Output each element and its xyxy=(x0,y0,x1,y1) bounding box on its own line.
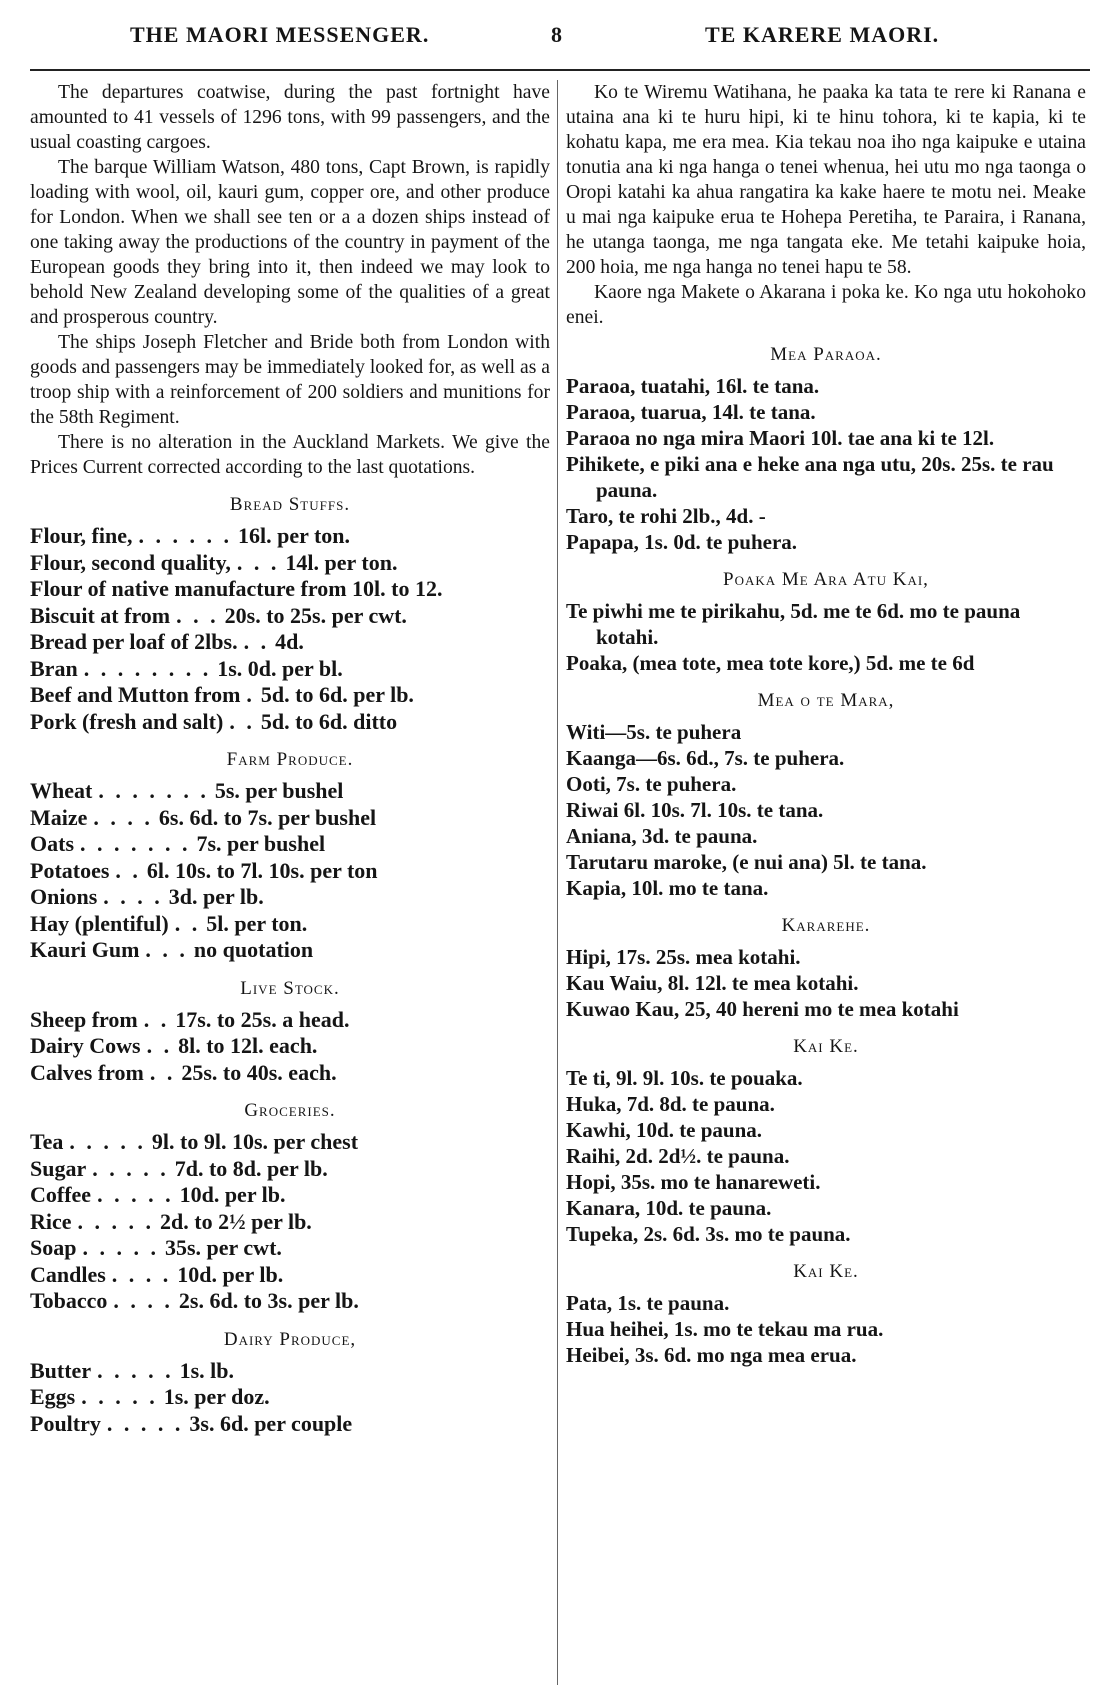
leader-dots: . . . . xyxy=(111,1261,172,1287)
maori-price-row: Hopi, 35s. mo te hanareweti. xyxy=(566,1170,821,1194)
price-item: Potatoes xyxy=(30,857,110,883)
price-item: Eggs xyxy=(30,1384,76,1409)
price-item: Poultry xyxy=(30,1410,101,1436)
price-item: Wheat xyxy=(30,778,93,803)
maori-price-row: Pata, 1s. te pauna. xyxy=(566,1291,730,1315)
maori-price-row: Ooti, 7s. te puhera. xyxy=(566,772,737,796)
maori-price-row: Aniana, 3d. te pauna. xyxy=(566,824,758,848)
section-title-groceries: Groceries. xyxy=(244,1100,336,1121)
price-row xyxy=(30,1060,550,1087)
maori-price-row: Heibei, 3s. 6d. mo nga mea erua. xyxy=(566,1343,857,1367)
column-divider xyxy=(557,80,558,1685)
leader-dots: . . . . . xyxy=(97,1182,174,1207)
leader-dots: . . xyxy=(146,1033,173,1058)
price-value: 5l. per ton. xyxy=(206,910,308,936)
price-item: Flour of native manufacture from 10l. to 12. xyxy=(30,576,443,601)
price-row xyxy=(30,1182,550,1209)
price-row xyxy=(30,603,550,630)
header-rule xyxy=(30,69,1090,71)
shipping-paragraph-3: The ships Joseph Fletcher and Bride both from London with goods and passengers may be immediately looked for, as well as a troop ship with a reinforcement of 200 soldiers and munitions for the 58th Regiment. xyxy=(30,332,550,428)
maori-price-row: Kawhi, 10d. te pauna. xyxy=(566,1118,763,1142)
price-value: 16l. per ton. xyxy=(237,523,351,548)
maori-price-row: Taro, te rohi 2lb., 4d. - xyxy=(566,504,766,528)
price-item: Soap xyxy=(30,1235,77,1260)
maori-price-row: Huka, 7d. 8d. te pauna. xyxy=(566,1092,775,1116)
maori-price-row: Tarutaru maroke, (e nui ana) 5l. te tana. xyxy=(566,850,927,874)
maori-price-row: Raihi, 2d. 2d½. te pauna. xyxy=(566,1144,790,1168)
section-title-bread-stuffs: Bread Stuffs. xyxy=(229,494,351,515)
price-table-farm-produce xyxy=(30,778,550,964)
price-item: Tobacco xyxy=(30,1288,108,1313)
maori-price-row: Riwai 6l. 10s. 7l. 10s. te tana. xyxy=(566,798,824,822)
leader-dots: . . . . . xyxy=(82,1235,159,1260)
price-row xyxy=(30,884,550,911)
price-value: 1s. 0d. per bl. xyxy=(217,655,343,681)
price-item: Bread per loaf of 2lbs. xyxy=(30,629,238,654)
price-item: Butter xyxy=(30,1357,92,1383)
price-value: 8l. to 12l. each. xyxy=(178,1033,318,1058)
leader-dots: . . . . . . . xyxy=(98,778,209,803)
price-row xyxy=(30,1209,550,1236)
price-item: Candles xyxy=(30,1261,106,1287)
leader-dots: . . xyxy=(115,857,141,883)
maori-price-row: Papapa, 1s. 0d. te puhera. xyxy=(566,530,798,554)
price-value: 6l. 10s. to 7l. 10s. per ton xyxy=(146,857,378,883)
leader-dots xyxy=(442,576,454,603)
price-row xyxy=(30,1411,550,1438)
price-item: Dairy Cows xyxy=(30,1033,141,1058)
price-row xyxy=(30,1235,550,1262)
price-row xyxy=(30,523,550,550)
leader-dots: . . xyxy=(149,1059,176,1085)
maori-markets-paragraph: Kaore nga Makete o Akarana i poka ke. Ko nga utu hokohoko enei. xyxy=(566,282,1086,328)
maori-price-row: Kuwao Kau, 25, 40 hereni mo te mea kotahi xyxy=(566,997,959,1021)
price-value: 3d. per lb. xyxy=(168,884,264,909)
leader-dots: . . . . xyxy=(103,884,163,909)
leader-dots: . . . . . xyxy=(69,1129,146,1154)
price-value: 10d. per lb. xyxy=(177,1261,284,1287)
price-value: 7d. to 8d. per lb. xyxy=(174,1155,328,1181)
price-item: Biscuit at from xyxy=(30,602,171,628)
price-row xyxy=(30,1262,550,1289)
section-title-kai-ke: Kai Ke. xyxy=(793,1036,859,1057)
leader-dots: . . xyxy=(143,1006,170,1032)
price-item: Beef and Mutton from xyxy=(30,682,241,707)
shipping-paragraph-2: The barque William Watson, 480 tons, Capt Brown, is rapidly loading with wool, oil, kauri gum, copper ore, and other produce for London. When we shall see ten or a a dozen ships instead of one taking away the productions of the country in payment of the European goods they bring into it, then indeed we may look to behold New Zealand developing some of the qualities of a great and prosperous country. xyxy=(30,157,550,328)
price-table-bread-stuffs xyxy=(30,523,550,735)
price-row xyxy=(30,656,550,683)
page-number: 8 xyxy=(551,22,562,47)
maori-price-row: Kaanga—6s. 6d., 7s. te puhera. xyxy=(566,746,845,770)
maori-price-row: Te ti, 9l. 9l. 10s. te pouaka. xyxy=(566,1066,803,1090)
left-column xyxy=(30,80,550,1437)
header-left-title: THE MAORI MESSENGER. xyxy=(130,22,430,47)
price-value: 9l. to 9l. 10s. per chest xyxy=(151,1129,359,1154)
section-title-dairy-produce: Dairy Produce, xyxy=(223,1328,357,1350)
price-row xyxy=(30,778,550,805)
price-item: Flour, second quality, xyxy=(30,549,231,575)
price-item: Sheep from xyxy=(30,1006,138,1032)
price-value: 17s. to 25s. a head. xyxy=(175,1006,350,1032)
price-row xyxy=(30,629,550,656)
price-item: Pork (fresh and salt) xyxy=(30,708,224,734)
header-right-title: TE KARERE MAORI. xyxy=(705,22,940,47)
price-row xyxy=(30,911,550,938)
price-row xyxy=(30,1288,550,1315)
price-table-live-stock xyxy=(30,1007,550,1087)
section-title-kararehe: Kararehe. xyxy=(781,915,871,936)
price-table-groceries xyxy=(30,1129,550,1315)
price-row xyxy=(30,1033,550,1060)
price-row xyxy=(30,1156,550,1183)
price-item: Flour, fine, xyxy=(30,523,133,548)
leader-dots: . . . . . xyxy=(77,1208,155,1234)
leader-dots: . . . . xyxy=(93,804,153,830)
price-item: Oats xyxy=(30,831,74,856)
maori-price-row: Poaka, (mea tote, mea tote kore,) 5d. me te 6d xyxy=(566,651,975,675)
price-row xyxy=(30,858,550,885)
price-value: no quotation xyxy=(193,937,314,962)
leader-dots: . . . . xyxy=(113,1288,173,1313)
price-item: Sugar xyxy=(30,1155,87,1181)
price-row xyxy=(30,831,550,858)
leader-dots: . . . . . xyxy=(97,1357,174,1383)
price-value: 2d. to 2½ per lb. xyxy=(160,1208,312,1234)
maori-price-row: Te piwhi me te pirikahu, 5d. me te 6d. mo te pauna kotahi. xyxy=(566,599,1021,649)
price-item: Hay (plentiful) xyxy=(30,910,169,936)
maori-price-row: Paraoa, tuarua, 14l. te tana. xyxy=(566,400,816,424)
leader-dots: . . . . . xyxy=(106,1410,184,1436)
shipping-paragraph-1: The departures coatwise, during the past fortnight have amounted to 41 vessels of 1296 tons, with 99 passengers, and the usual coasting cargoes. xyxy=(30,82,550,153)
leader-dots: . . xyxy=(229,708,255,734)
price-row xyxy=(30,1384,550,1411)
section-title-live-stock: Live Stock. xyxy=(240,977,340,999)
maori-price-row: Hipi, 17s. 25s. mea kotahi. xyxy=(566,945,801,969)
maori-price-row: Pihikete, e piki ana e heke ana nga utu, 20s. 25s. te rau pauna. xyxy=(566,452,1054,502)
page-header xyxy=(0,22,1114,62)
maori-price-row: Tupeka, 2s. 6d. 3s. mo te pauna. xyxy=(566,1222,851,1246)
price-value: 6s. 6d. to 7s. per bushel xyxy=(158,804,377,830)
leader-dots: . . . . . . . xyxy=(80,831,191,856)
price-item: Kauri Gum xyxy=(30,937,140,962)
price-value xyxy=(454,576,550,603)
maori-price-row: Kapia, 10l. mo te tana. xyxy=(566,876,769,900)
price-value: 25s. to 40s. each. xyxy=(181,1059,337,1085)
price-row xyxy=(30,1007,550,1034)
price-row xyxy=(30,805,550,832)
price-row xyxy=(30,709,550,736)
leader-dots: . . . . . xyxy=(92,1155,169,1181)
leader-dots: . . . . . xyxy=(81,1384,158,1409)
price-table-dairy-produce xyxy=(30,1358,550,1438)
price-value: 1s. lb. xyxy=(179,1357,235,1383)
price-value: 14l. per ton. xyxy=(285,549,398,575)
price-value: 2s. 6d. to 3s. per lb. xyxy=(178,1288,359,1313)
price-row xyxy=(30,576,550,603)
price-row xyxy=(30,550,550,577)
section-title-kai-ke-dairy: Kai Ke. xyxy=(793,1261,859,1282)
maori-price-row: Paraoa no nga mira Maori 10l. tae ana ki te 12l. xyxy=(566,426,995,450)
price-value: 20s. to 25s. per cwt. xyxy=(224,602,407,628)
leader-dots: . xyxy=(246,682,255,707)
maori-price-row: Kanara, 10d. te pauna. xyxy=(566,1196,772,1220)
price-row xyxy=(30,1358,550,1385)
maori-price-row: Kau Waiu, 8l. 12l. te mea kotahi. xyxy=(566,971,859,995)
section-title-poaka: Poaka Me Ara Atu Kai, xyxy=(723,569,929,590)
maori-shipping-paragraph: Ko te Wiremu Watihana, he paaka ka tata te rere ki Ranana e utaina ana ki te huru hipi, ki te hinu tohora, ki te kapia, ki te kohatu kapa, me era mea. Kia tekau noa iho nga kaipuke e utaina tonutia ana ki nga hanga o tenei whenua, hei utu mo nga taonga o Oropi katahi ka ahua rangatira ka kake haere te motu nei. Meake u mai nga kaipuke erua te Hohepa Peretiha, te Paraira, i Ranana, he utanga taonga, me nga tangata eke. Me tetahi kaipuke hoia, 200 hoia, me nga hanga no tenei hapu te 58. xyxy=(566,82,1086,278)
leader-dots: . . . . . . xyxy=(138,523,232,548)
price-value: 5d. to 6d. per lb. xyxy=(260,682,414,707)
price-row xyxy=(30,1129,550,1156)
price-value: 4d. xyxy=(275,629,304,654)
maori-price-row: Paraoa, tuatahi, 16l. te tana. xyxy=(566,374,820,398)
price-value: 7s. per bushel xyxy=(196,831,326,856)
price-item: Calves from xyxy=(30,1059,144,1085)
price-item: Rice xyxy=(30,1208,72,1234)
price-value: 5d. to 6d. ditto xyxy=(260,708,398,734)
price-row xyxy=(30,682,550,709)
price-item: Tea xyxy=(30,1129,64,1154)
section-title-farm-produce: Farm Produce. xyxy=(226,749,354,770)
leader-dots: . . . . . . . . xyxy=(83,655,212,681)
leader-dots: . . xyxy=(243,629,270,654)
markets-paragraph: There is no alteration in the Auckland Markets. We give the Prices Current corrected according to the last quotations. xyxy=(30,432,550,478)
maori-price-row: Witi—5s. te puhera xyxy=(566,720,742,744)
price-value: 5s. per bushel xyxy=(214,778,344,803)
price-item: Maize xyxy=(30,804,88,830)
price-value: 1s. per doz. xyxy=(163,1384,270,1409)
right-column xyxy=(566,80,1086,1368)
leader-dots: . . . xyxy=(145,937,188,962)
leader-dots: . . . xyxy=(176,602,219,628)
section-title-mea-paraoa: Mea Paraoa. xyxy=(770,344,882,365)
price-value: 3s. 6d. per couple xyxy=(189,1410,353,1436)
section-title-mea-o-te-mara: Mea o te Mara, xyxy=(757,690,895,711)
maori-price-row: Hua heihei, 1s. mo te tekau ma rua. xyxy=(566,1317,884,1341)
leader-dots: . . xyxy=(174,910,201,936)
price-value: 35s. per cwt. xyxy=(164,1235,282,1260)
price-item: Coffee xyxy=(30,1182,92,1207)
price-item: Bran xyxy=(30,655,78,681)
price-row xyxy=(30,937,550,964)
price-item: Onions xyxy=(30,884,98,909)
leader-dots: . . . xyxy=(236,549,280,575)
price-value: 10d. per lb. xyxy=(179,1182,286,1207)
